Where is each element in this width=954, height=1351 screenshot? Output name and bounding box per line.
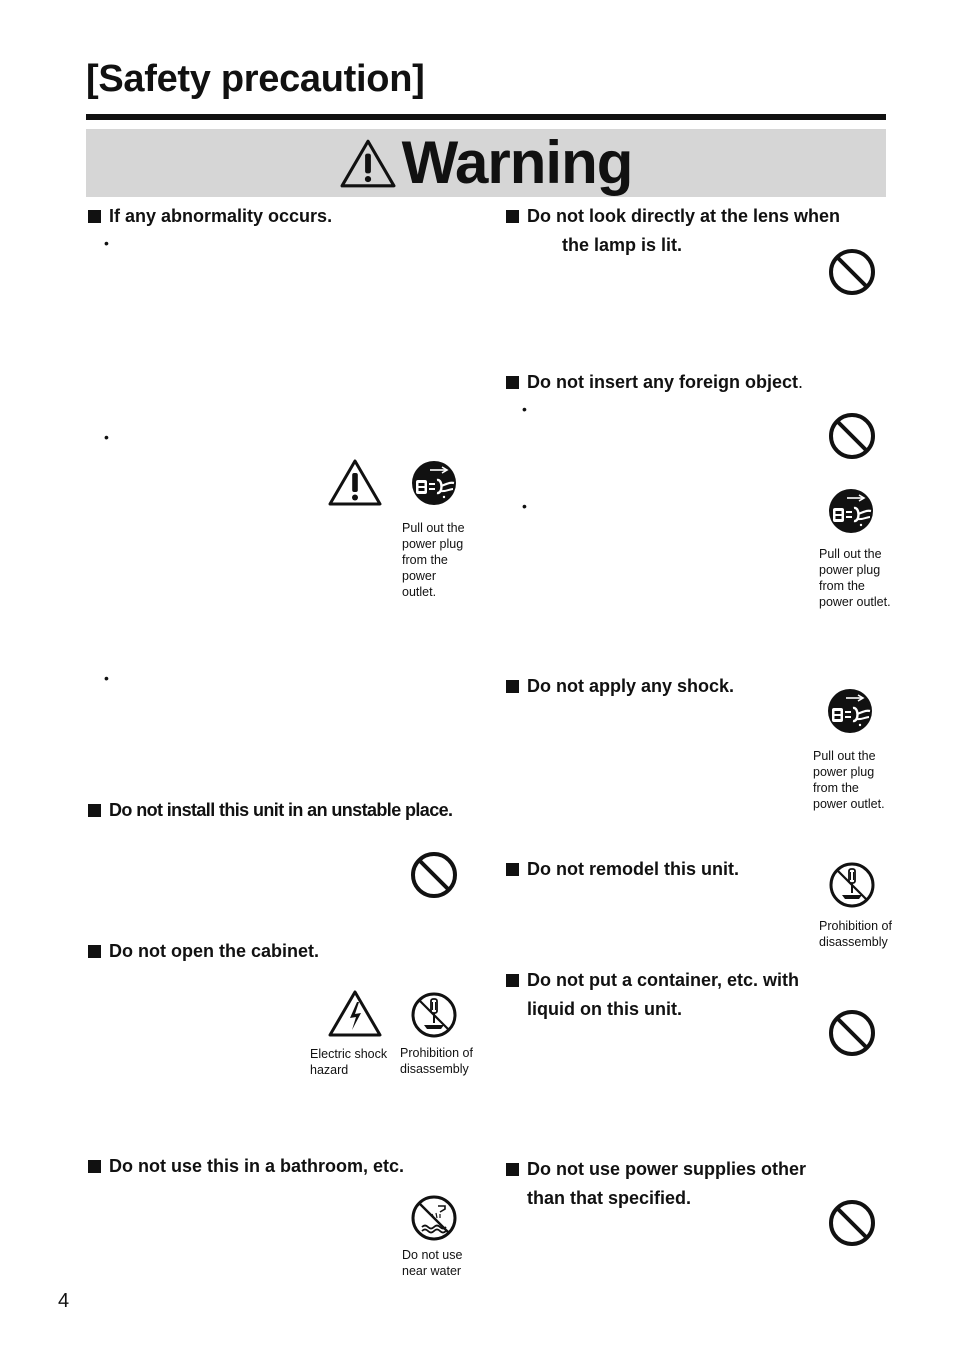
warning-banner [86, 129, 886, 197]
bullet: • [522, 401, 527, 417]
heading-shock: Do not apply any shock. [506, 672, 734, 701]
heading-cabinet: Do not open the cabinet. [88, 937, 319, 966]
caption-unplug: Pull out the power plug from the power outlet. [813, 749, 885, 811]
square-bullet-icon [506, 680, 519, 693]
bullet: • [104, 235, 109, 251]
prohibition-icon [828, 248, 876, 296]
square-bullet-icon [506, 1163, 519, 1176]
prohibition-icon [828, 412, 876, 460]
bullet: • [104, 670, 109, 686]
heading-unstable: Do not install this unit in an unstable place. [88, 796, 452, 825]
prohibition-icon [828, 1199, 876, 1247]
no-disassembly-icon [410, 991, 458, 1039]
title-divider [86, 114, 886, 120]
square-bullet-icon [88, 945, 101, 958]
unplug-icon [827, 487, 875, 535]
electric-shock-icon [328, 989, 382, 1037]
unplug-icon [410, 459, 458, 507]
bullet: • [522, 498, 527, 514]
square-bullet-icon [506, 210, 519, 223]
square-bullet-icon [88, 804, 101, 817]
bullet: • [104, 429, 109, 445]
no-disassembly-icon [828, 861, 876, 909]
page-number: 4 [58, 1290, 70, 1312]
warning-triangle-icon [340, 138, 396, 188]
caption-no-water: Do not use near water [402, 1248, 463, 1278]
heading-foreign-object: Do not insert any foreign object. [506, 368, 803, 397]
caption-electric-shock: Electric shock hazard [310, 1047, 388, 1077]
caption-unplug: Pull out the power plug from the power outlet. [402, 521, 465, 599]
square-bullet-icon [88, 210, 101, 223]
square-bullet-icon [88, 1160, 101, 1173]
caption-unplug: Pull out the power plug from the power outlet. [819, 547, 891, 609]
unplug-icon [826, 687, 874, 735]
heading-liquid: Do not put a container, etc. with liquid on this unit. [506, 966, 799, 1024]
warning-banner-label: Warning [401, 129, 633, 196]
page-title: [Safety precaution] [86, 58, 425, 100]
heading-power-supply: Do not use power supplies other than that specified. [506, 1155, 806, 1213]
no-water-icon [410, 1194, 458, 1242]
square-bullet-icon [506, 974, 519, 987]
prohibition-icon [410, 851, 458, 899]
heading-bathroom: Do not use this in a bathroom, etc. [88, 1152, 404, 1181]
square-bullet-icon [506, 376, 519, 389]
square-bullet-icon [506, 863, 519, 876]
heading-abnormality: If any abnormality occurs. [88, 202, 332, 231]
heading-lens: Do not look directly at the lens when the lamp is lit. [506, 202, 840, 260]
caption-no-disassembly: Prohibition of disassembly [819, 919, 892, 949]
heading-remodel: Do not remodel this unit. [506, 855, 739, 884]
caption-no-disassembly: Prohibition of disassembly [400, 1046, 473, 1076]
prohibition-icon [828, 1009, 876, 1057]
caution-triangle-icon [328, 458, 382, 506]
